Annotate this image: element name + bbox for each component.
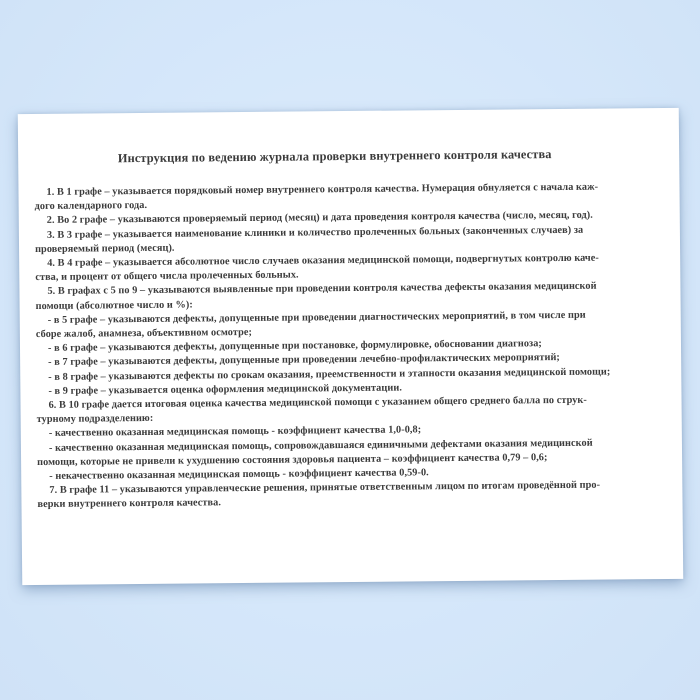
document-line: - некачественно оказанная медицинская помощь - коэффициент качества 0,59-0. bbox=[49, 467, 429, 482]
document-line: - качественно оказанная медицинская помощь - коэффициент качества 1,0-0,8; bbox=[48, 424, 422, 440]
document-line: 6. В 10 графе дается итоговая оценка качества медицинской помощи с указанием общего среднего балла по струк- bbox=[48, 394, 587, 411]
document-content bbox=[34, 146, 638, 512]
document-line: 4. В 4 графе – указывается абсолютное число случаев оказания медицинской помощи, подвергнутых контролю каче- bbox=[47, 252, 599, 269]
document-line: дого календарного года. bbox=[34, 200, 148, 213]
document-line: проверяемый период (месяц). bbox=[34, 242, 175, 255]
document-line: 7. В графе 11 – указываются управленческие решения, принятые ответственным лицом по итогам проведённой про- bbox=[49, 479, 601, 497]
document-line: - в 5 графе – указываются дефекты, допущенные при проведении диагностических мероприятий, в том числе при bbox=[47, 309, 586, 326]
document-line: помощи (абсолютное число и %): bbox=[35, 299, 193, 312]
document-line: 1. В 1 графе – указывается порядковый номер внутреннего контроля качества. Нумерация обнуляется с начала каж- bbox=[46, 181, 599, 198]
document-page bbox=[18, 108, 683, 585]
document-line: помощи, которые не привели к ухудшению состояния здоровья пациента – коэффициент качества 0,79 – 0,6; bbox=[37, 451, 548, 468]
document-title: Инструкция по ведению журнала проверки внутреннего контроля качества bbox=[117, 147, 552, 166]
document-line: - в 8 графе – указываются дефекты по срокам оказания, преемственности и этапности оказания медицинской помощи; bbox=[48, 366, 611, 383]
document-line: - в 9 графе – указывается оценка оформления медицинской документации. bbox=[48, 382, 402, 397]
document-line: - в 7 графе – указываются дефекты, допущенные при проведении лечебно-профилактических мероприятий; bbox=[48, 352, 560, 369]
document-line: турному подразделению: bbox=[36, 413, 154, 426]
document-line: сборе жалоб, анамнеза, объективном осмотре; bbox=[35, 326, 252, 341]
document-line: верки внутреннего контроля качества. bbox=[37, 497, 222, 511]
document-line: 2. Во 2 графе – указываются проверяемый период (месяц) и дата проведения контроля качества (число, месяц, год). bbox=[46, 210, 593, 227]
document-line: - качественно оказанная медицинская помощь, сопровождавшаяся единичными дефектами оказания медицинской bbox=[48, 437, 593, 454]
document-line: - в 6 графе – указываются дефекты, допущенные при постановке, формулировке, обосновании диагноза; bbox=[47, 338, 542, 355]
document-line: ства, и процент от общего числа пролеченных больных. bbox=[35, 269, 299, 284]
document-line: 3. В 3 графе – указывается наименование клиники и количество пролеченных больных (законченных случаев) за bbox=[46, 224, 584, 241]
document-line: 5. В графах с 5 по 9 – указываются выявленные при проведении контроля качества дефекты оказания медицинской bbox=[47, 281, 597, 298]
